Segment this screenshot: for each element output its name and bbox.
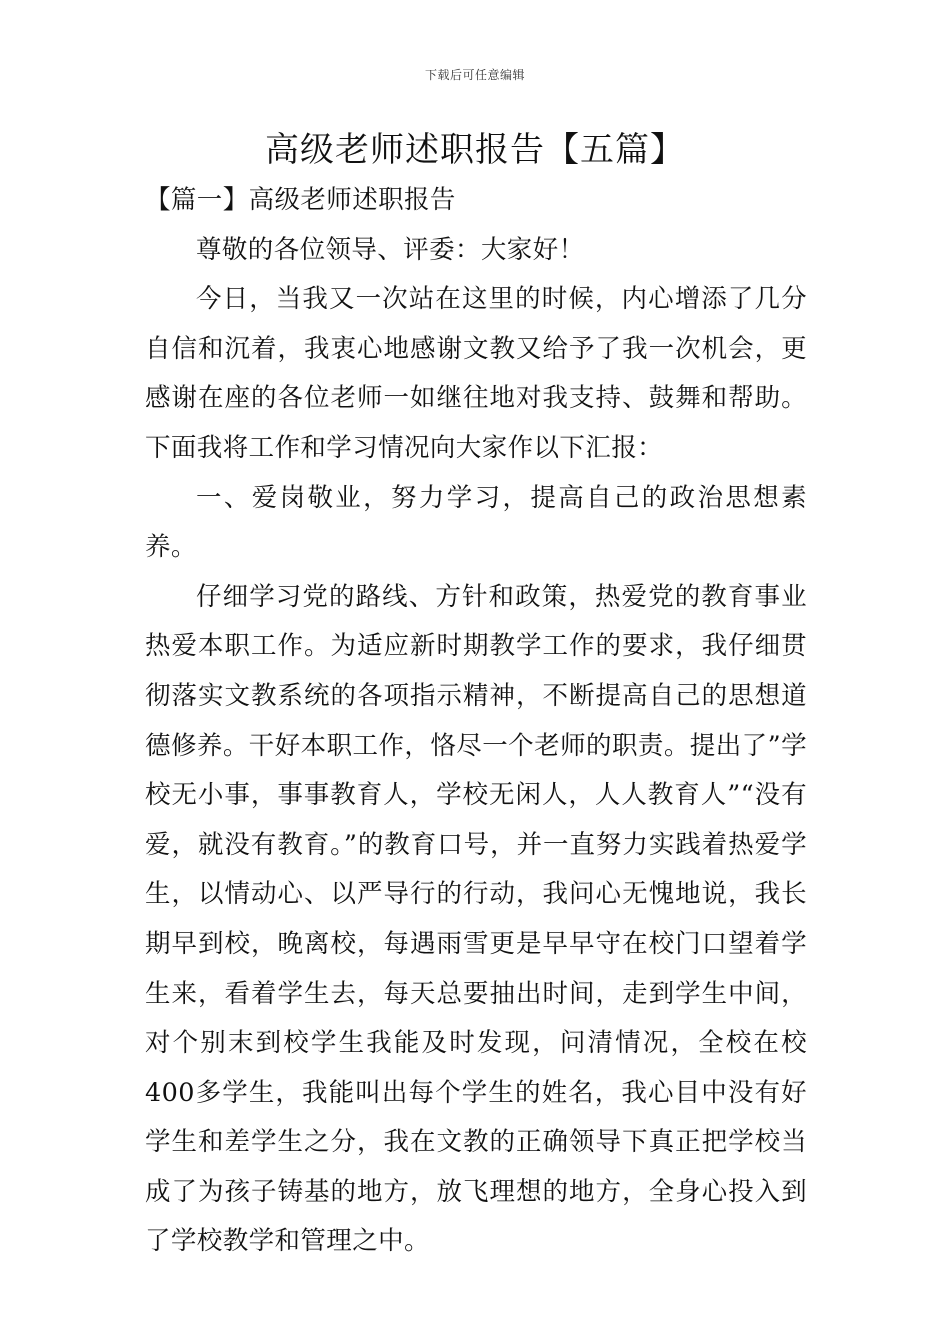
paragraph-details: 仔细学习党的路线、方针和政策，热爱党的教育事业热爱本职工作。为适应新时期教学工作的要求，我仔细贯彻落实文教系统的各项指示精神，不断提高自己的思想道德修养。干好本职工作，恪尽一个老师的职责。提出了”学校无小事，事事教育人，学校无闲人，人人教育人”“没有爱，就没有教育。”的教育口号，并一直努力实践着热爱学生，以情动心、以严导行的行动，我问心无愧地说，我长期早到校，晚离校，每遇雨雪更是早早守在校门口望着学生来，看着学生去，每天总要抽出时间，走到学生中间，对个别末到校学生我能及时发现，问清情况，全校在校400多学生，我能叫出每个学生的姓名，我心目中没有好学生和差学生之分，我在文教的正确领导下真正把学校当成了为孩子铸基的地方，放飞理想的地方，全身心投入到了学校教学和管理之中。 [145, 581, 807, 1257]
paragraph-intro: 今日，当我又一次站在这里的时候，内心增添了几分自信和沉着，我衷心地感谢文教又给予了我一次机会，更感谢在座的各位老师一如继往地对我支持、鼓舞和帮助。下面我将工作和学习情况向大家作以下汇报： [145, 284, 807, 463]
document-body [145, 176, 807, 1267]
document-title: 高级老师述职报告【五篇】 [265, 130, 685, 170]
paragraph-greeting: 尊敬的各位领导、评委：大家好！ [196, 234, 585, 265]
section-heading: 【篇一】高级老师述职报告 [145, 185, 456, 215]
paragraph-point-one: 一、爱岗敬业，努力学习，提高自己的政治思想素养。 [145, 482, 807, 563]
header-note: 下载后可任意编辑 [424, 68, 525, 82]
